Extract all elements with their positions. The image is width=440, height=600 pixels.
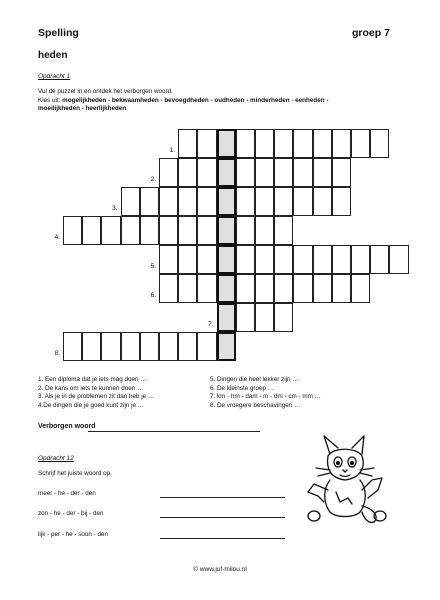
crossword-cell[interactable] xyxy=(236,216,255,245)
crossword-cell[interactable] xyxy=(332,129,351,158)
clue-8: 8. De vroegere beschavingen … xyxy=(210,401,301,409)
crossword-cell[interactable] xyxy=(236,187,255,216)
crossword-cell[interactable] xyxy=(389,245,408,274)
crossword-cell[interactable] xyxy=(255,187,274,216)
crossword-cell[interactable] xyxy=(178,216,197,245)
page-subtitle: heden xyxy=(38,50,68,61)
footer-credit: © www.juf-milou.nl xyxy=(193,566,247,573)
crossword-cell[interactable] xyxy=(82,332,101,361)
crossword-cell[interactable] xyxy=(274,274,293,303)
clues-right xyxy=(210,376,321,410)
word-item-2: zon - he - der - bij - den xyxy=(38,510,104,517)
row-label-4: 4. xyxy=(54,234,60,241)
row-label-1: 1. xyxy=(169,147,176,154)
opdracht-12-instruction: Schrijf het juiste woord op. xyxy=(38,470,112,477)
clue-4: 4.De dingen die je goed kunt zijn je … xyxy=(38,401,145,409)
crossword-cell[interactable] xyxy=(293,274,312,303)
hidden-word-cell[interactable] xyxy=(217,332,236,361)
crossword-cell[interactable] xyxy=(351,129,370,158)
crossword-cell[interactable] xyxy=(255,129,274,158)
crossword-cell[interactable] xyxy=(159,216,178,245)
crossword-cell[interactable] xyxy=(332,245,351,274)
crossword-cell[interactable] xyxy=(274,216,293,245)
choose-prefix: Kies uit: xyxy=(38,96,61,104)
hidden-word-cell[interactable] xyxy=(217,274,236,303)
crossword-cell[interactable] xyxy=(255,274,274,303)
crossword-cell[interactable] xyxy=(236,158,255,187)
hidden-word-cell[interactable] xyxy=(217,216,236,245)
crossword-cell[interactable] xyxy=(159,332,178,361)
answer-line-2[interactable] xyxy=(160,517,285,518)
crossword-cell[interactable] xyxy=(293,245,312,274)
hidden-word-cell[interactable] xyxy=(217,129,236,158)
crossword-cell[interactable] xyxy=(178,332,197,361)
crossword-cell[interactable] xyxy=(63,216,82,245)
crossword-cell[interactable] xyxy=(197,129,216,158)
crossword-cell[interactable] xyxy=(178,187,197,216)
crossword-cell[interactable] xyxy=(159,274,178,303)
crossword-cell[interactable] xyxy=(197,245,216,274)
crossword-cell[interactable] xyxy=(236,245,255,274)
crossword-cell[interactable] xyxy=(370,245,389,274)
crossword-cell[interactable] xyxy=(121,332,140,361)
crossword-cell[interactable] xyxy=(351,245,370,274)
crossword-cell[interactable] xyxy=(63,332,82,361)
crossword-cell[interactable] xyxy=(140,216,159,245)
crossword-cell[interactable] xyxy=(159,187,178,216)
row-label-2: 2. xyxy=(150,176,156,183)
answer-line-1[interactable] xyxy=(160,497,285,498)
clues-left xyxy=(38,376,154,410)
crossword-cell[interactable] xyxy=(82,216,101,245)
crossword-cell[interactable] xyxy=(293,187,312,216)
crossword-cell[interactable] xyxy=(197,158,216,187)
crossword-cell[interactable] xyxy=(140,187,159,216)
crossword-cell[interactable] xyxy=(313,158,332,187)
row-label-5: 5. xyxy=(150,263,156,270)
row-label-3: 3. xyxy=(112,205,118,212)
crossword-cell[interactable] xyxy=(255,158,274,187)
crossword-cell[interactable] xyxy=(178,245,197,274)
crossword-cell[interactable] xyxy=(101,216,120,245)
crossword-cell[interactable] xyxy=(274,158,293,187)
clue-5: 5. Dingen die heel lekker zijn … xyxy=(210,376,299,383)
clue-6: 6. De kleinste groep … xyxy=(210,384,275,392)
crossword-cell[interactable] xyxy=(159,245,178,274)
crossword-cell[interactable] xyxy=(313,245,332,274)
choice-words-line2: moeilijkheden - heerlijkheden xyxy=(38,105,127,113)
crossword-cell[interactable] xyxy=(236,129,255,158)
crossword-cell[interactable] xyxy=(178,274,197,303)
crossword-cell[interactable] xyxy=(197,216,216,245)
clue-7: 7. km - hm - dam - m - dm - cm - mm … xyxy=(210,393,321,401)
crossword-cell[interactable] xyxy=(274,129,293,158)
hidden-word-line[interactable] xyxy=(88,431,260,432)
word-item-1: meer - he - der - den xyxy=(38,490,96,497)
crossword-cell[interactable] xyxy=(255,216,274,245)
crossword-cell[interactable] xyxy=(332,187,351,216)
instruction-text: Vul de puzzel in en ontdek het verborgen woord. xyxy=(38,88,173,95)
crossword-cell[interactable] xyxy=(313,129,332,158)
opdracht-12-heading: Opdracht 12 xyxy=(38,455,74,462)
crossword-cell[interactable] xyxy=(351,274,370,303)
crossword-cell[interactable] xyxy=(274,245,293,274)
crossword-cell[interactable] xyxy=(255,245,274,274)
crossword-cell[interactable] xyxy=(313,274,332,303)
opdracht-1-heading: Opdracht 1 xyxy=(38,73,71,80)
choice-words-line1: mogelijkheden - bekwaamheden - bevoegdheden - oudheden - minderheden - eenheden - xyxy=(62,96,329,104)
crossword-cell[interactable] xyxy=(255,303,274,332)
crossword-cell[interactable] xyxy=(121,216,140,245)
word-item-3: lijk - per - he - soon - den xyxy=(38,531,108,538)
crossword-cell[interactable] xyxy=(370,129,389,158)
group-label: groep 7 xyxy=(352,27,390,39)
hidden-word-cell[interactable] xyxy=(217,187,236,216)
row-label-8: 8. xyxy=(54,350,60,357)
crossword-cell[interactable] xyxy=(236,274,255,303)
crossword-cell[interactable] xyxy=(274,303,293,332)
clue-2: 2. De kans om iets te kunnen doen … xyxy=(38,384,144,392)
crossword-cell[interactable] xyxy=(293,158,312,187)
opdracht-1-instructions xyxy=(38,88,418,114)
word-choices xyxy=(38,97,418,106)
answer-line-3[interactable] xyxy=(160,538,285,539)
crossword-cell[interactable] xyxy=(159,158,178,187)
hidden-word-cell[interactable] xyxy=(217,158,236,187)
crossword-cell[interactable] xyxy=(178,158,197,187)
subject-title: Spelling xyxy=(38,27,79,39)
clue-1: 1. Een diploma dat je iets mag doen … xyxy=(38,376,147,383)
hidden-word-label: Verborgen woord xyxy=(38,423,96,430)
crossword-cell[interactable] xyxy=(197,274,216,303)
hidden-word-cell[interactable] xyxy=(217,303,236,332)
crossword-cell[interactable] xyxy=(332,274,351,303)
crossword-cell[interactable] xyxy=(121,187,140,216)
crossword-cell[interactable] xyxy=(313,187,332,216)
crossword-cell[interactable] xyxy=(236,303,255,332)
crossword-cell[interactable] xyxy=(178,129,197,158)
crossword-cell[interactable] xyxy=(197,187,216,216)
crossword-cell[interactable] xyxy=(293,129,312,158)
crossword-cell[interactable] xyxy=(197,332,216,361)
clue-3: 3. Als je in de problemen zit dan heb je … xyxy=(38,393,155,401)
cat-illustration xyxy=(300,432,390,527)
row-label-6: 6. xyxy=(150,292,156,299)
row-label-7: 7. xyxy=(208,321,214,328)
crossword-cell[interactable] xyxy=(274,187,293,216)
crossword-cell[interactable] xyxy=(140,332,159,361)
crossword-cell[interactable] xyxy=(101,332,120,361)
hidden-word-cell[interactable] xyxy=(217,245,236,274)
crossword-cell[interactable] xyxy=(332,158,351,187)
